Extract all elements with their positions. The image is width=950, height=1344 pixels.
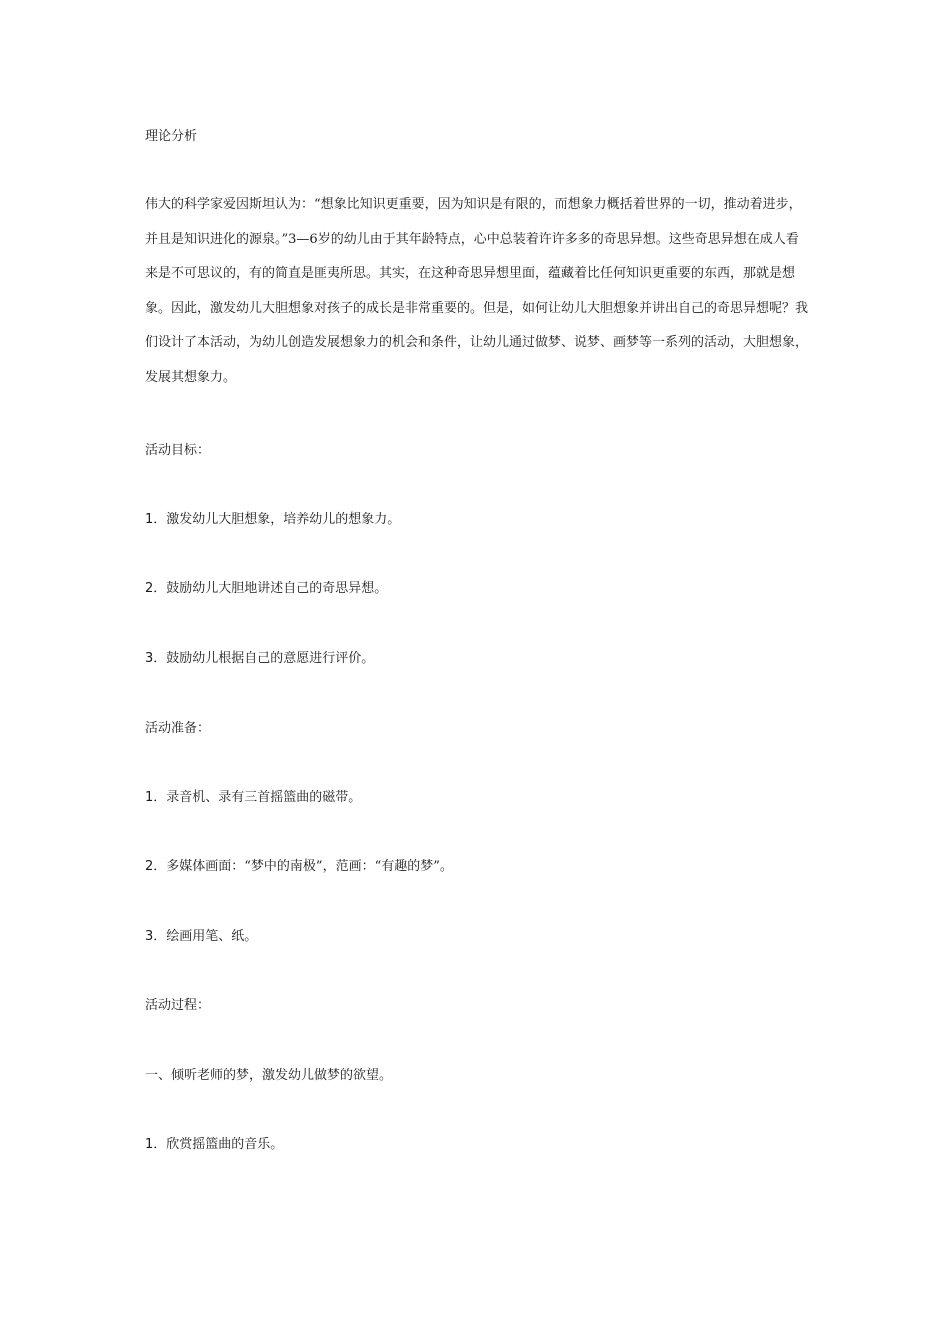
list-item-text: 鼓励幼儿根据自己的意愿进行评价。	[166, 651, 375, 666]
prep-item-3	[145, 928, 257, 946]
list-item-text: 欣赏摇篮曲的音乐。	[166, 1137, 284, 1152]
list-item-text: 绘画用笔、纸。	[166, 929, 258, 944]
section-heading-goals: 活动目标：	[145, 443, 211, 458]
list-number: 1．	[145, 790, 167, 805]
list-number: 2．	[145, 581, 167, 596]
section-heading-theory: 理论分析	[145, 129, 198, 144]
list-number: 3．	[145, 929, 167, 944]
list-number: 2．	[145, 859, 167, 874]
goal-item-1	[145, 511, 400, 529]
section-heading-prep: 活动准备：	[145, 721, 211, 736]
list-number: 1．	[145, 512, 167, 527]
process-item-1	[145, 1136, 283, 1154]
goal-item-3	[145, 650, 374, 668]
list-number: 3．	[145, 651, 167, 666]
list-item-text: 录音机、录有三首摇篮曲的磁带。	[166, 790, 362, 805]
list-item-text: 激发幼儿大胆想象，培养幼儿的想象力。	[166, 512, 401, 527]
list-number: 1．	[145, 1137, 167, 1152]
section-heading-process: 活动过程：	[145, 998, 211, 1013]
list-item-text: 多媒体画面：“梦中的南极”，范画：“有趣的梦”。	[166, 859, 453, 874]
list-item-text: 鼓励幼儿大胆地讲述自己的奇思异想。	[166, 581, 388, 596]
intro-paragraph: 伟大的科学家爱因斯坦认为：“想象比知识更重要，因为知识是有限的，而想象力概括着世界的一切，推动着进步，并且是知识进化的源泉。”3—6岁的幼儿由于其年龄特点，心中总装着许许多多的奇思异想。这些奇思异想在成人看来是不可思议的，有的简直是匪夷所思。其实，在这种奇思异想里面，蕴藏着比任何知识更重要的东西，那就是想象。因此，激发幼儿大胆想象对孩子的成长是非常重要的。但是，如何让幼儿大胆想象并讲出自己的奇思异想呢？我们设计了本活动，为幼儿创造发展想象力的机会和条件，让幼儿通过做梦、说梦、画梦等一系列的活动，大胆想象，发展其想象力。	[145, 197, 809, 385]
prep-item-2	[145, 858, 453, 876]
goal-item-2	[145, 580, 387, 598]
prep-item-1	[145, 789, 361, 807]
process-step-1: 一、倾听老师的梦，激发幼儿做梦的欲望。	[145, 1068, 393, 1083]
